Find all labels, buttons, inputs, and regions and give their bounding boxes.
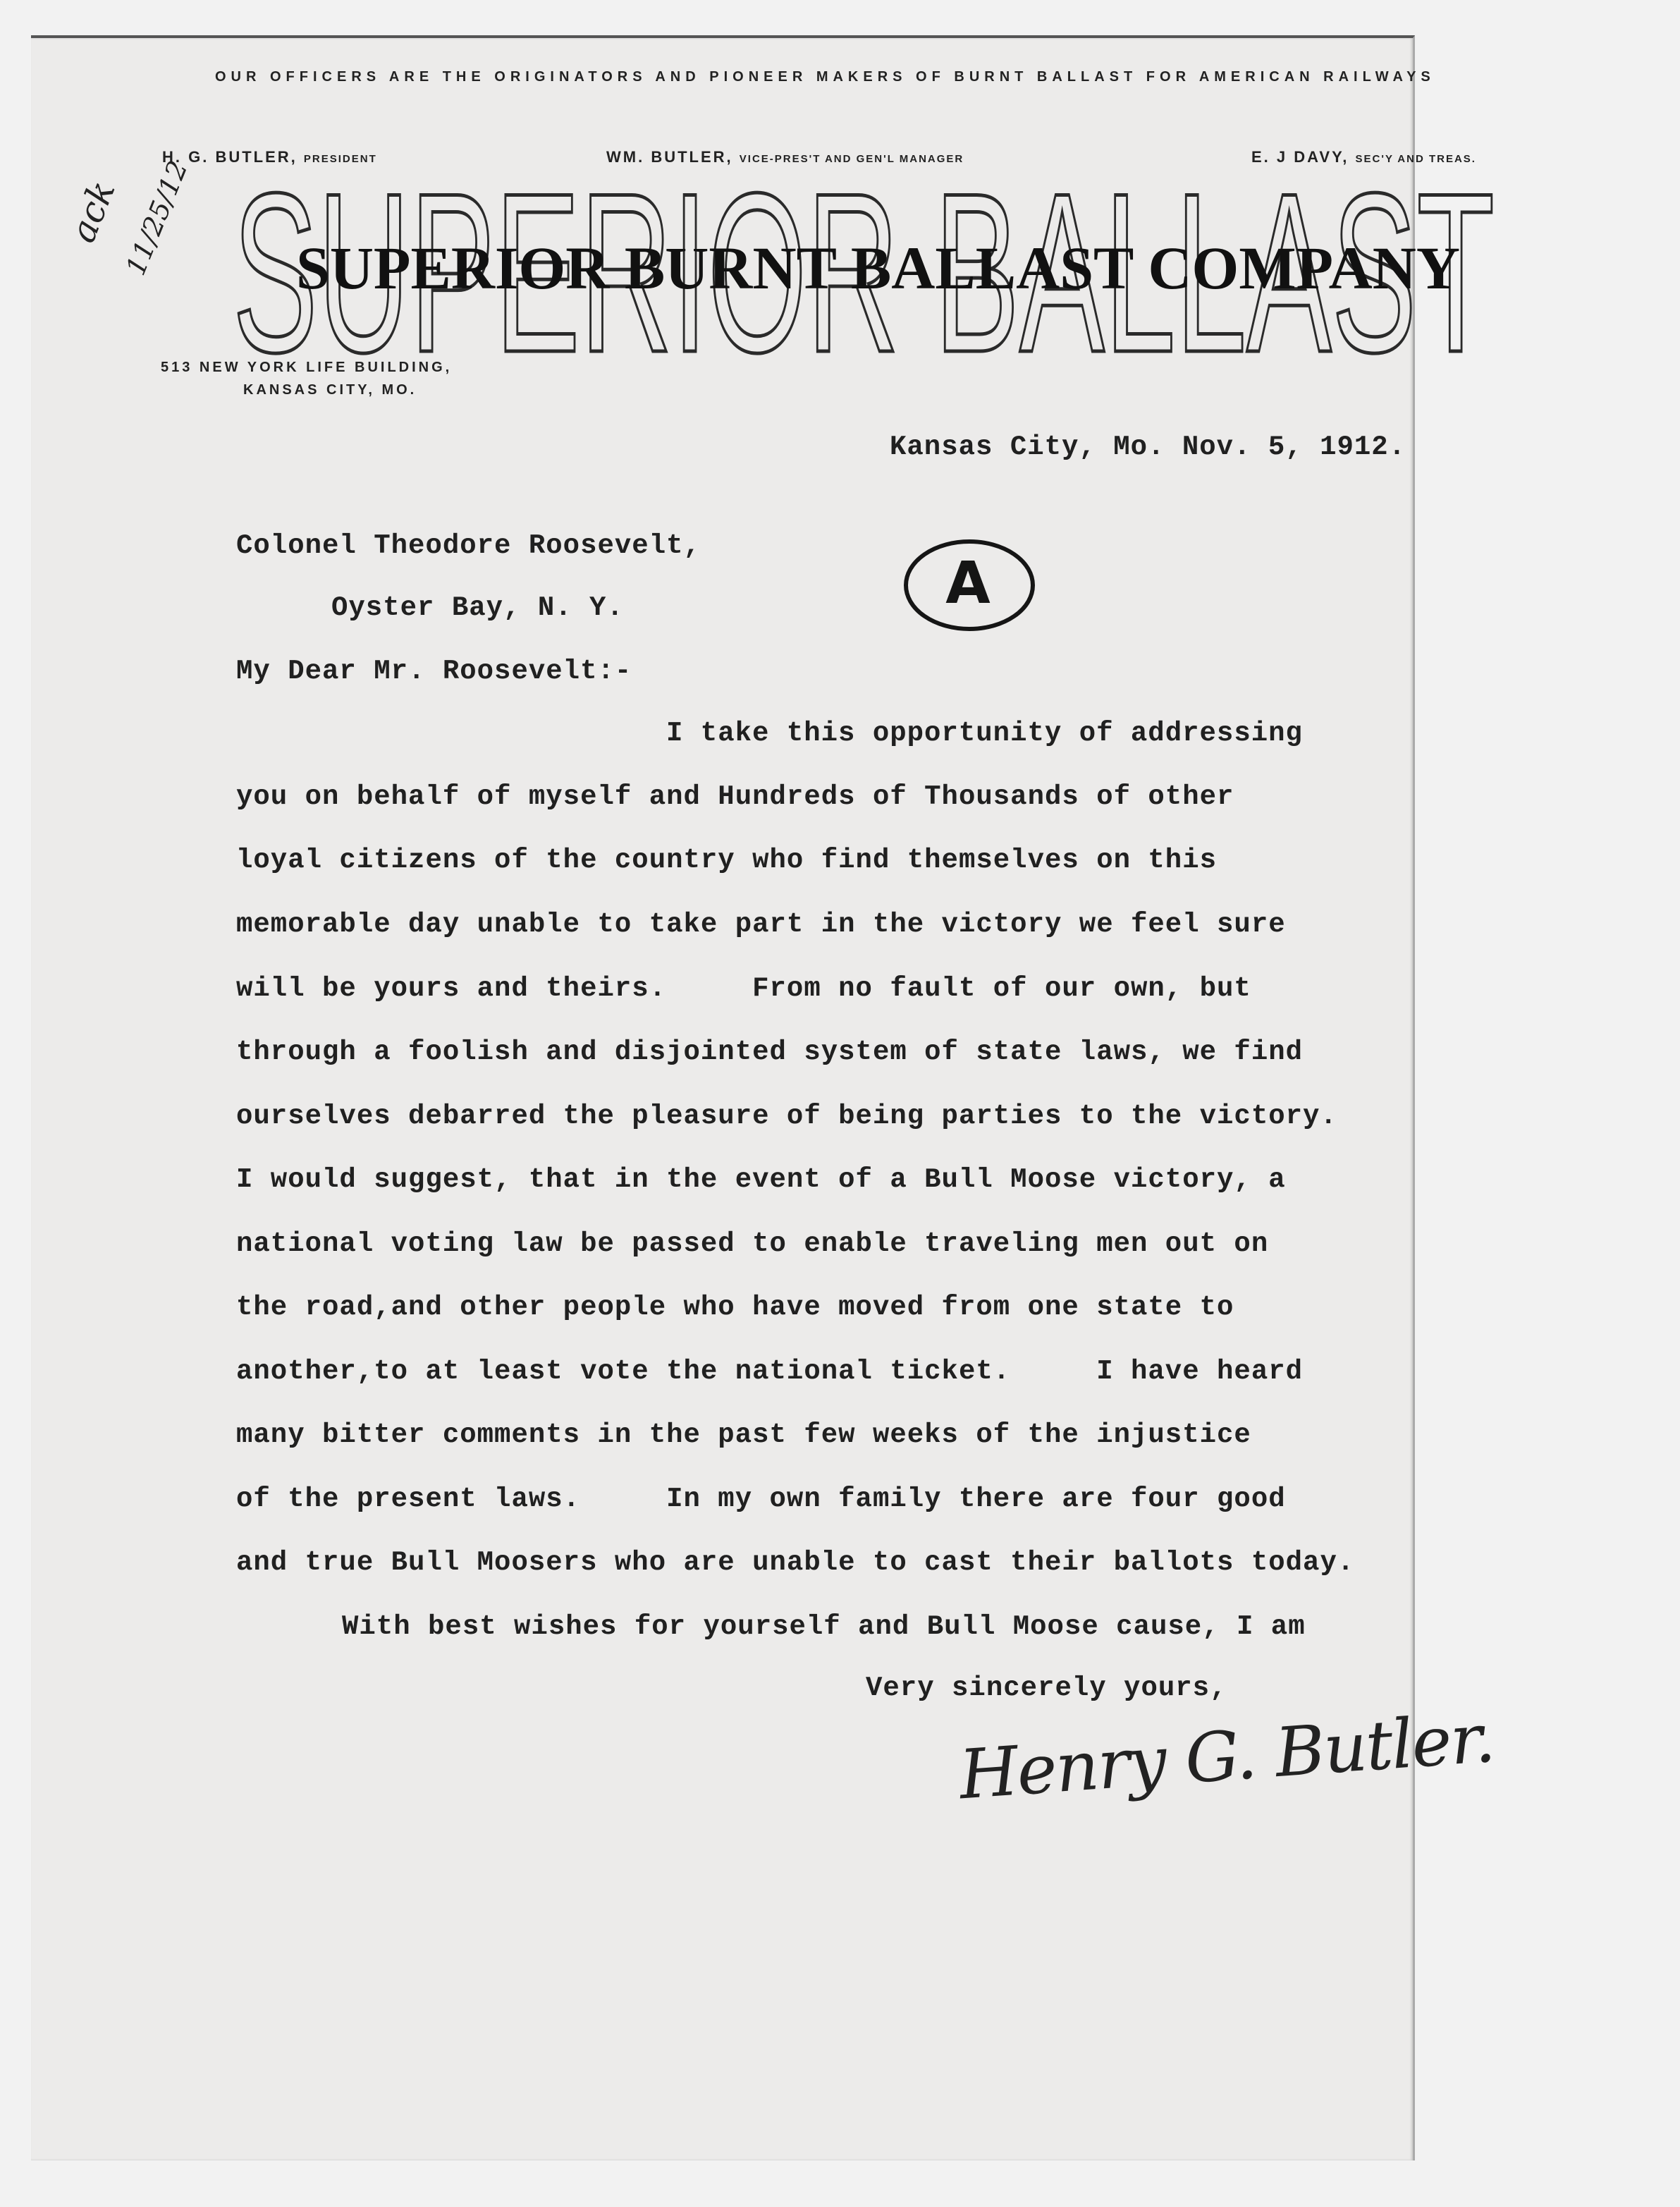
circled-mark [895,532,1043,638]
circled-mark-letter: A [945,550,991,617]
outline-title-logo [0,0,1680,367]
body-line: and true Bull Moosers who are unable to cast their ballots today. [236,1547,1355,1578]
recipient-place: Oyster Bay, N. Y. [331,592,624,623]
recipient-name: Colonel Theodore Roosevelt, [236,530,701,561]
body-line: national voting law be passed to enable traveling men out on [236,1228,1269,1259]
body-line: I take this opportunity of addressing [666,718,1303,749]
margin-note-ack: ack [62,175,123,248]
body-line: another,to at least vote the national ticket. I have heard [236,1356,1304,1387]
officer-title: PRESIDENT [303,153,377,165]
body-line: loyal citizens of the country who find themselves on this [236,845,1218,876]
margin-note-date: 11/25/12 [120,156,194,280]
officer-title: VICE-PRES'T AND GEN'L MANAGER [739,153,964,165]
outline-title-text: SUPERIOR BALLAST [233,147,1495,367]
body-line: ourselves debarred the pleasure of being parties to the victory. [236,1101,1337,1132]
company-name: SUPERIOR BURNT BALLAST COMPANY [296,234,1460,302]
body-line: will be yours and theirs. From no fault of our own, but [236,973,1251,1004]
body-line: the road,and other people who have moved from one state to [236,1292,1234,1323]
body-line: memorable day unable to take part in the victory we feel sure [236,909,1286,940]
officer-title: SEC'Y AND TREAS. [1355,153,1476,165]
salutation: My Dear Mr. Roosevelt:- [236,656,632,687]
officer-name: E. J DAVY, [1251,148,1349,166]
address-line-2: KANSAS CITY, MO. [243,382,417,398]
address-line-1: 513 NEW YORK LIFE BUILDING, [161,360,453,375]
officer-name: H. G. BUTLER, [162,148,298,166]
body-line: you on behalf of myself and Hundreds of Thousands of other [236,781,1234,812]
closing: Very sincerely yours, [866,1673,1227,1704]
body-line: I would suggest, that in the event of a Bull Moose victory, a [236,1164,1286,1195]
letter-date: Kansas City, Mo. Nov. 5, 1912. [890,432,1406,463]
body-line: With best wishes for yourself and Bull Moose cause, I am [342,1611,1306,1642]
letterhead-tagline: OUR OFFICERS ARE THE ORIGINATORS AND PIONEER MAKERS OF BURNT BALLAST FOR AMERICAN RAILWAYS [215,69,1435,85]
body-line: of the present laws. In my own family there are four good [236,1484,1286,1515]
officer-name: WM. BUTLER, [606,148,733,166]
signature: Henry G. Butler. [957,1698,1497,1815]
body-line: through a foolish and disjointed system of state laws, we find [236,1037,1304,1068]
body-line: many bitter comments in the past few weeks of the injustice [236,1419,1251,1450]
